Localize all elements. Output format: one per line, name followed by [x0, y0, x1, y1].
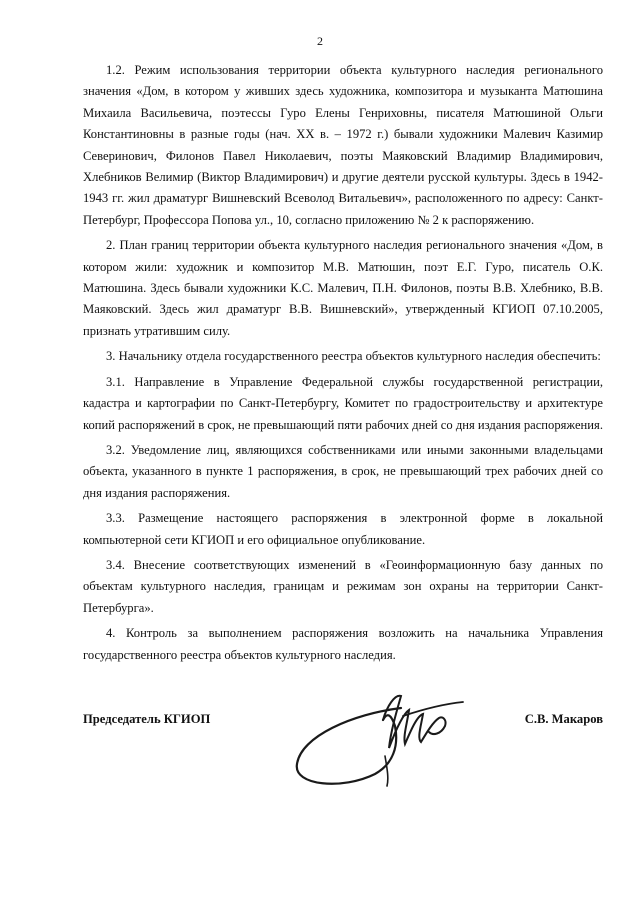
paragraph-3-3: 3.3. Размещение настоящего распоряжения в электронной форме в локальной компьютерной сети КГИОП и его официальное опубликование. — [83, 511, 603, 547]
paragraph-3-4: 3.4. Внесение соответствующих изменений в «Геоинформационную базу данных по объектам культурного наследия, границам и режимам зон охраны на территории Санкт-Петербурга». — [83, 557, 603, 615]
signatory-title: Председатель КГИОП — [83, 712, 211, 726]
signature-block — [83, 686, 603, 806]
signature-stroke-loop — [297, 708, 401, 784]
paragraph-3-2: 3.2. Уведомление лиц, являющихся собственниками или иными законными владельцами объекта, указанного в пункте 1 распоряжения, в срок, не превышающий трех рабочих дней со дня издания распоряжения. — [83, 442, 603, 500]
paragraph-4: 4. Контроль за выполнением распоряжения возложить на начальника Управления государственного реестра объектов культурного наследия. — [83, 626, 603, 662]
signature-stroke-underline — [403, 702, 463, 716]
document-body — [83, 60, 603, 670]
paragraph-3-1: 3.1. Направление в Управление Федеральной службы государственной регистрации, кадастра и картографии по Санкт-Петербургу, Комитет по градостроительству и архитектуре копий распоряжений в срок, не превышающий пяти рабочих дней со дня издания распоряжения. — [83, 374, 603, 432]
page-number: 2 — [317, 34, 323, 48]
paragraph-2: 2. План границ территории объекта культурного наследия регионального значения «Дом, в котором жили: художник и композитор М.В. Матюшин, поэт Е.Г. Гуро, писатель О.К. Матюшина. Здесь бывали художники К.С. Малевич, П.Н. Филонов, поэты В.В. Хлебнико, В.В. Маяковский. Здесь жил драматург В.В. Вишневский», утвержденный КГИОП 07.10.2005, признать утратившим силу. — [83, 238, 603, 338]
signatory-name: С.В. Макаров — [524, 712, 603, 726]
handwritten-signature — [283, 686, 473, 796]
signature-stroke-tail — [385, 756, 388, 786]
paragraph-3: 3. Начальнику отдела государственного реестра объектов культурного наследия обеспечить: — [106, 349, 601, 364]
paragraph-1-2: 1.2. Режим использования территории объекта культурного наследия регионального значения «Дом, в котором у живших здесь художника, композитора и музыканта Матюшина Михаила Васильевича, поэтессы Гуро Елены Генриховны, писателя Матюшиной Ольги Константиновны в разные годы (нач. XX в. – 1972 г.) бывали художники Малевич Казимир Северинович, Филонов Павел Николаевич, поэты Маяковский Владимир Владимирович, Хлебников Велимир (Виктор Владимирович) и другие деятели русской культуры. Здесь в 1942-1943 гг. жил драматург Вишневский Всеволод Витальевич», расположенного по адресу: Санкт-Петербург, Профессора Попова ул., 10, согласно приложению № 2 к распоряжению. — [83, 63, 603, 227]
